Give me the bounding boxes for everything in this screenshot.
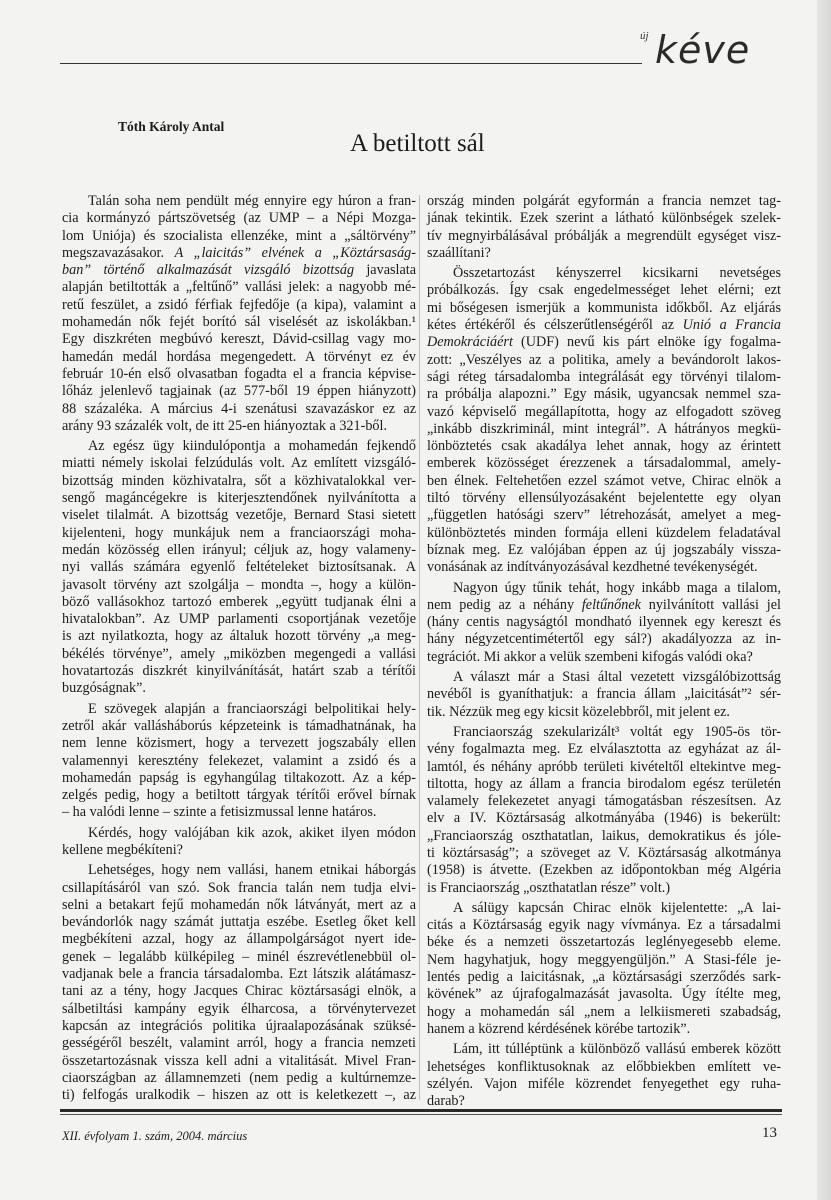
text-line: is azt nyilatkozta, hogy az általuk hozott törvény „a meg- [62,628,416,645]
text-line: nyi vallás számára egyenlő feltételeket biztosítsanak. A [62,559,416,576]
column-separator [419,195,420,1100]
text-line: buzgóságnak”. [62,680,146,697]
text-line: javasolt törvény azt szolgálja – mondta –, hogy a külön- [62,576,416,593]
text-line: sálbetiltási kampány egyik élharcosa, a törvénytervezet [62,1000,416,1017]
text-line: alapján betiltották a „feltűnő” vallási jelek: a nagyobb mé- [62,279,416,296]
text-line: darab? [427,1093,465,1110]
text-line: valamennyi keresztény felekezet, valamint a zsidó és a [62,752,416,769]
text-line: szélyén. Vajon miféle közrendet fenyegethet egy ruha- [427,1075,781,1092]
text-line: sági réteg társadalomba integrálását egy törvényi tilalom- [427,368,781,385]
text-line [62,245,416,262]
text-line: február 10-én első olvasatban fogadta el a francia képvise- [62,365,416,382]
text-line: lamtól, és néhány apróbb területi kivételtől eltekintve meg- [427,758,781,775]
text-segment: nem pedig az a néhány [427,596,582,613]
text-line: békélés törvénye”, amely „miközben megengedi a vallási [62,645,416,662]
text-line: Egy diszkréten megbúvó kereszt, Dávid-csillag vagy mo- [62,331,416,348]
text-line: cia kormányzó pártszövetség (az UMP – a Népi Mozga- [62,210,416,227]
text-line: csillapításáról van szó. Sok francia talán nem tudja elvi- [62,879,416,896]
text-line: emberek közösséget érezzenek a társadalommal, amely- [427,455,781,472]
text-line: valamely felekezetet anyagi támogatásban részesítsen. Az [427,793,781,810]
italic-text: Demokráciáért [427,334,513,351]
text-line: (hány centis nagyságtól mondható ilyennek egy kereszt és [427,614,781,631]
footer-rule-thin [60,1114,782,1115]
magazine-logo: kéve [655,28,751,72]
text-line: hány négyzetcentimétertől egy sál?) akadályozza az in- [427,631,781,648]
text-segment: kétes értékéről és célszerűtlenségéről az [427,317,683,334]
article-author: Tóth Károly Antal [118,119,225,134]
text-line: retű feszület, a zsidó férfiak fejfedője (a kipa), valamint a [62,296,416,313]
text-segment: (UDF) nevű kis párt elnöke így fogalma- [512,334,781,351]
text-line: lönböztetés csak akadálya lehet annak, hogy az érintett [427,438,781,455]
text-segment: megszavazásakor. [62,244,175,261]
paragraph [62,701,416,822]
text-line: hovatartozás diszkrét kinyilvánítását, határt szab a térítői [62,663,416,680]
text-line: zetről akár vallásháborús képzeteink is támadhatnának, ha [62,717,416,734]
text-line: Összetartozást kényszerrel kicsikarni nevetséges [453,265,781,282]
text-line: béke és a nemzeti összetartozás leglényegesebb eleme. [427,934,781,951]
text-line: nem lenne közismert, hogy a tervezett jogszabály ellen [62,735,416,752]
text-line: kellene megbékíteni? [62,841,183,858]
text-line: lehetséges konfliktusoknak az előbbiekben említett ve- [427,1058,781,1075]
text-line: bíznak meg. Ez valójában éppen az új jogszabály vissza- [427,541,781,558]
text-line: tani az a tény, hogy Jacques Chirac köztársasági elnök, a [62,983,416,1000]
italic-text: A „laicitás” elvének a „Köztársaság- [174,244,416,261]
text-line: hanem a közrend kérdésének körébe tartozik”. [427,1020,691,1037]
text-line [427,317,781,334]
paragraph [427,1041,781,1110]
text-line: Az egész ügy kiindulópontja a mohamedán fejkendő [88,438,416,455]
paragraph [427,580,781,666]
text-line: bevándorlók nagy számát juttatja eszébe. Esetleg őket kell [62,914,416,931]
text-line: kapcsán az integrációs politika újraalapozásának szüksé- [62,1017,416,1034]
header-rule [60,63,642,64]
text-line [427,334,781,351]
text-line: A sálügy kapcsán Chirac elnök kijelentette: „A lai- [453,899,781,916]
page-number: 13 [762,1125,777,1141]
scan-edge [817,0,831,1200]
text-line: tik. Nézzük meg egy kicsit közelebbről, mit jelent ez. [427,703,730,720]
text-line: zott: „Veszélyes az a politika, amely a bevándorolt lakos- [427,351,781,368]
text-line: viselet tilalmát. A bizottság vezetője, Bernard Stasi sietett [62,507,416,524]
text-line: vonásának az indítványozásával kezdhetné tevékenységét. [427,559,758,576]
italic-text: feltűnőnek [581,596,641,613]
text-line: medán közösség ellen irányul; céljuk az, hogy valameny- [62,541,416,558]
text-line: próbálkozás. Így csak engedelmességet lehet elérni; ezt [427,282,781,299]
article-title: A betiltott sál [350,130,485,157]
text-line: megbékíteni azzal, hogy az állampolgárságot nyert ide- [62,931,416,948]
text-line: Kérdés, hogy valójában kik azok, akiket ilyen módon [88,824,416,841]
paragraph [62,825,416,860]
text-line: hogy a mohamedán sál „nem a lelkiismereti szabadság, [427,1003,781,1020]
text-line: ben élnek. Feltehetően ezzel számot vetve, Chirac elnök a [427,472,781,489]
paragraph [427,193,781,262]
text-line: ti köztársaság”; a szöveget az V. Köztársaság alkotmánya [427,844,781,861]
text-line: elv a IV. Köztársaság alkotmányába (1946) is bekerült: [427,810,781,827]
text-line: szaállítani? [427,244,491,261]
text-line: zelgés pedig, hogy a betiltott tárgyak térítői erővel bírnak [62,787,416,804]
right-column [427,193,781,1113]
text-segment: javaslata [354,262,416,279]
italic-text: ban” történő alkalmazását vizsgáló bizottság [62,262,355,279]
text-line: jának tekintik. Ezek szerint a látható különbségek szelek- [427,210,781,227]
text-line: tiltó törvény ellensúlyozásaként bejelentette egy olyan [427,490,781,507]
text-line: sengő magáncégekre is kiterjesztendőnek nyilvánította a [62,490,416,507]
text-line: bizottság minden közhivatalra, sőt a közhivatalokkal ver- [62,472,416,489]
logo-small-text: új [640,30,649,42]
text-line: E szövegek alapján a franciaországi belpolitikai hely- [88,700,416,717]
text-line: – ha valódi lenne – szinte a fetisizmussal lenne határos. [62,804,377,821]
text-line: gességéről beszélt, valamint arról, hogy a francia nemzeti [62,1035,416,1052]
text-line: miatti némely iskolai felzúdulás volt. Az említett vizsgáló- [62,455,416,472]
text-line: Lehetséges, hogy nem vallási, hanem etnikai háborgás [88,862,416,879]
paragraph [427,669,781,721]
text-line [427,597,781,614]
text-line: A választ már a Stasi által vezetett vizsgálóbizottság [453,669,781,686]
text-segment: nyilvánított vallási jel [640,596,781,613]
paragraph [62,438,416,697]
text-line: 88 százaléka. A március 4-i szenátusi szavazáskor ez az [62,400,416,417]
text-line: citás a Köztársaság egyik nagy vívmánya. Ez a társadalmi [427,917,781,934]
issue-info: XII. évfolyam 1. szám, 2004. március [62,1129,248,1143]
text-line: selni a betakart fejű mohamedán nők látványát, mert az a [62,896,416,913]
text-line: tiltotta, hogy az állam a francia birodalom egész területén [427,775,781,792]
text-line: lentés pedig a laicitásnak, „a köztársasági szerződés sark- [427,969,781,986]
text-line: vény fogalmazta meg. Ez elválasztotta az egyházat az ál- [427,741,781,758]
text-line: „inkább diszkriminál, mint integrál”. A hátrányos megkü- [427,420,781,437]
footer-rule [60,1109,782,1112]
text-line: lőház jelenlevő tagjainak (az 577-ből 19 éppen hiányzott) [62,383,416,400]
text-line: ország minden polgárát egyformán a francia nemzet tag- [427,193,781,209]
text-line: „Franciaország oszthatatlan, laikus, demokratikus és jóle- [427,827,781,844]
text-line: Franciaország szekularizált³ voltát egy 1905-ös tör- [453,723,781,740]
text-line: vadjanak bele a francia társadalomba. Ezt látszik alátámasz- [62,966,416,983]
paragraph [427,265,781,576]
italic-text: Unió a Francia [682,317,781,334]
text-line: ra próbálja alapozni.” Egy másik, ugyancsak nemmel sza- [427,386,781,403]
text-line: hamedán medál hordása megengedett. A törvényt ez év [62,348,416,365]
text-line: hivatalokban”. Az UMP parlamenti csoportjának vezetője [62,611,416,628]
text-line: is Franciaország „oszthatatlan része” volt.) [427,879,671,896]
paragraph [62,193,416,435]
text-line: Nagyon úgy tűnik tehát, hogy inkább maga a tilalom, [453,579,781,596]
text-line: ciaországban az államnemzeti (nem pedig a kultúrnemze- [62,1069,416,1086]
text-line: genek – legalább külképileg – minél észrevétlenebbül ol- [62,948,416,965]
text-line: kijelenteni, hogy munkájuk nem a franciaországi moha- [62,524,416,541]
text-line: lom Uniója) és szocialista ellenzéke, mint a „sáltörvény” [62,227,416,244]
text-line: mohamedán papság is egyhangúlag tiltakozott. Az a kép- [62,769,416,786]
text-line: Nem hagyhatjuk, hogy meggyengüljön.” A Stasi-féle je- [427,951,781,968]
paragraph [427,724,781,897]
text-line [62,262,416,279]
text-line: tív megnyirbálásával próbálják a megrendült egységet visz- [427,227,781,244]
text-line: Talán soha nem pendült még ennyire egy húron a fran- [88,193,416,209]
text-line: ti) felfogás uralkodik – hiszen az ott is keletkezett –, az [62,1087,416,1104]
text-line: (1958) is átvette. (Ezekben az időpontokban még Algéria [427,862,781,879]
text-line: böző vallásokhoz tartozó emberek „együtt tudjanak élni a [62,593,416,610]
left-column [62,193,416,1107]
text-line: vazó képviselő megállapította, hogy az elfogadott szöveg [427,403,781,420]
text-line: mi bőségesen ismerjük a kommunista időkből. Az eljárás [427,299,781,316]
text-line: különböztetés minden formája elleni küzdelem feladatával [427,524,781,541]
paragraph [62,862,416,1104]
text-line: nevéből is gyaníthatjuk: a francia állam „laicitását”² sér- [427,686,781,703]
paragraph [427,900,781,1038]
text-line: kövének” az újrafogalmazását javasolta. Úgy ítélte meg, [427,986,781,1003]
text-line: mohamedán nők fejét borító sál viselését az iskolákban.¹ [62,314,416,331]
text-line: arány 93 százalék volt, de itt 25-en hiányoztak a 321-ből. [62,417,388,434]
text-line: összetartozásnak vissza kell adni a vitalitását. Mivel Fran- [62,1052,416,1069]
text-line: tegrációt. Mi akkor a velük szembeni kifogás valódi oka? [427,648,753,665]
text-line: Lám, itt túlléptünk a különböző vallású emberek között [453,1041,781,1058]
text-line: „független hatósági szerv” létrehozását, amelyet a meg- [427,507,781,524]
